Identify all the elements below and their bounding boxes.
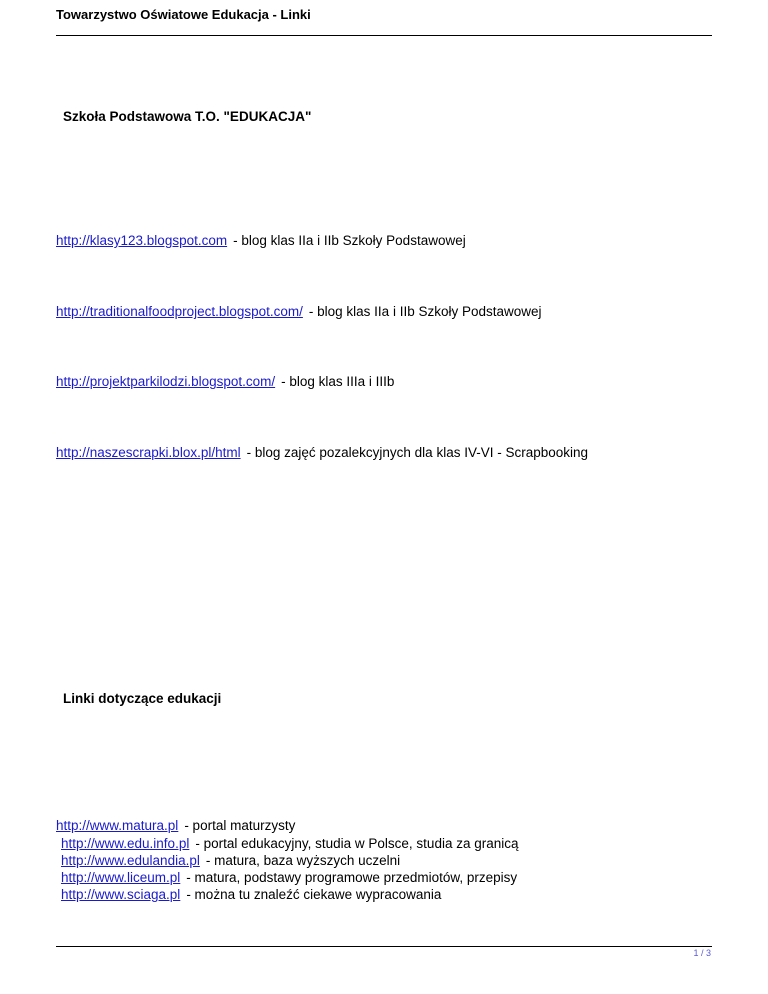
- page-header-title: Towarzystwo Oświatowe Edukacja - Linki: [56, 7, 311, 22]
- footer-rule: [56, 946, 712, 947]
- section-heading-education: Linki dotyczące edukacji: [63, 691, 222, 706]
- header-rule: [56, 35, 712, 36]
- link-item: [61, 886, 441, 904]
- link-description: - blog klas IIa i IIb Szkoły Podstawowej: [308, 304, 542, 319]
- link-url[interactable]: http://naszescrapki.blox.pl/html: [56, 445, 241, 460]
- link-url[interactable]: http://www.sciaga.pl: [61, 887, 181, 902]
- link-item: [56, 444, 588, 462]
- link-description: - portal maturzysty: [184, 818, 296, 833]
- link-url[interactable]: http://klasy123.blogspot.com: [56, 233, 228, 248]
- link-description: - można tu znaleźć ciekawe wypracowania: [186, 887, 442, 902]
- section-heading-school: Szkoła Podstawowa T.O. "EDUKACJA": [63, 109, 312, 124]
- link-description: - blog klas IIa i IIb Szkoły Podstawowej: [233, 233, 466, 248]
- link-item: [56, 373, 394, 391]
- link-url[interactable]: http://traditionalfoodproject.blogspot.com/: [56, 304, 303, 319]
- link-item: [56, 817, 295, 835]
- link-description: - portal edukacyjny, studia w Polsce, studia za granicą: [195, 836, 519, 851]
- link-url[interactable]: http://www.liceum.pl: [61, 870, 181, 885]
- link-item: [61, 835, 519, 853]
- link-item: [61, 852, 400, 870]
- link-description: - blog klas IIIa i IIIb: [281, 374, 395, 389]
- link-url[interactable]: http://www.edu.info.pl: [61, 836, 190, 851]
- page-number: 1 / 3: [693, 948, 711, 958]
- link-item: [56, 303, 542, 321]
- link-url[interactable]: http://www.edulandia.pl: [61, 853, 200, 868]
- link-url[interactable]: http://projektparkilodzi.blogspot.com/: [56, 374, 276, 389]
- link-url[interactable]: http://www.matura.pl: [56, 818, 179, 833]
- link-description: - matura, baza wyższych uczelni: [205, 853, 401, 868]
- link-description: - blog zajęć pozalekcyjnych dla klas IV-VI - Scrapbooking: [246, 445, 589, 460]
- link-item: [61, 869, 517, 887]
- link-description: - matura, podstawy programowe przedmiotów, przepisy: [186, 870, 518, 885]
- link-item: [56, 232, 466, 250]
